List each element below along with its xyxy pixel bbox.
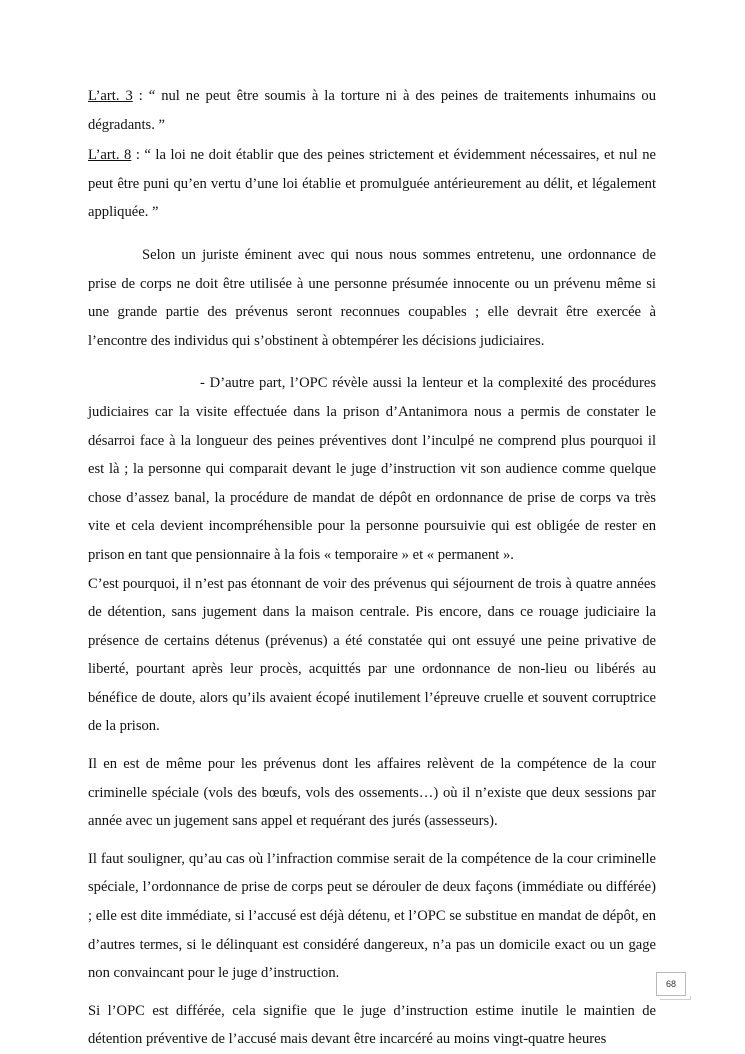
article-3-text: : “ nul ne peut être soumis à la torture ni à des peines de traitements inhumains ou dégradants. ”: [88, 88, 657, 133]
detention-paragraph: C’est pourquoi, il n’est pas étonnant de voir des prévenus qui séjournent de trois à quatre années de détention, sans jugement dans la maison centrale. Pis encore, dans ce rouage judiciaire la présence de certains détenus (prévenus) a été constatée qui ont essuyé une peine privative de liberté, pourtant après leur procès, acquittés par une ordonnance de non-lieu ou libérés au bénéfice de doute, alors qu’ils avaient écopé inutilement l’épreuve cruelle et souvent corruptrice de la prison.: [88, 575, 656, 735]
article-3-label: L’art. 3: [88, 88, 133, 104]
article-8-paragraph: [88, 141, 656, 227]
opc-modes-paragraph: Il faut souligner, qu’au cas où l’infraction commise serait de la compétence de la cour criminelle spéciale, l’ordonnance de prise de corps peut se dérouler de deux façons (immédiate ou différée) ; elle est dite immédiate, si l’accusé est déjà détenu, et l’OPC se substitue en mandat de dépôt, en d’autres termes, si le délinquant est considéré dangereux, n’a pas un domicile exact ou un gage non convaincant pour le juge d’instruction.: [88, 850, 656, 982]
article-8-text: : “ la loi ne doit établir que des peines strictement et évidemment nécessaires, et nul ne peut être puni qu’en vertu d’une loi établie et promulguée antérieurement au délit, et légalement appliquée. ”: [88, 147, 656, 221]
article-3-paragraph: [88, 82, 656, 139]
special-court-paragraph: Il en est de même pour les prévenus dont les affaires relèvent de la compétence de la cour criminelle spéciale (vols des bœufs, vols des ossements…) où il n’existe que deux sessions par année avec un jugement sans appel et requérant des jurés (assesseurs).: [88, 756, 656, 830]
jurist-paragraph: Selon un juriste éminent avec qui nous nous sommes entretenu, une ordonnance de prise de corps ne doit être utilisée à une personne présumée innocente ou un prévenu même si une grande partie des prévenus seront reconnues coupables ; elle devrait être exercée à l’encontre des individus qui s’obstinent à obtempérer les décisions judiciaires.: [88, 246, 656, 349]
page-number: 68: [656, 972, 686, 996]
deferred-opc-paragraph: Si l’OPC est différée, cela signifie que le juge d’instruction estime inutile le maintien de détention préventive de l’accusé mais devant être incarcéré au moins vingt-quatre heures: [88, 1002, 656, 1048]
document-body: [88, 82, 656, 1054]
opc-slowness-paragraph: - D’autre part, l’OPC révèle aussi la lenteur et la complexité des procédures judiciaires car la visite effectuée dans la prison d’Antanimora nous a permis de constater le désarroi face à la longueur des peines préventives dont l’inculpé ne comprend plus pourquoi il est là ; la personne qui comparait devant le juge d’instruction vit son audience comme quelque chose d’assez banal, la procédure de mandat de dépôt en ordonnance de prise de corps va très vite et cela devient incompréhensible pour la personne poursuivie qui est obligée de rester en prison en tant que pensionnaire à la fois « temporaire » et « permanent ».: [88, 375, 656, 563]
article-8-label: L’art. 8: [88, 147, 132, 164]
